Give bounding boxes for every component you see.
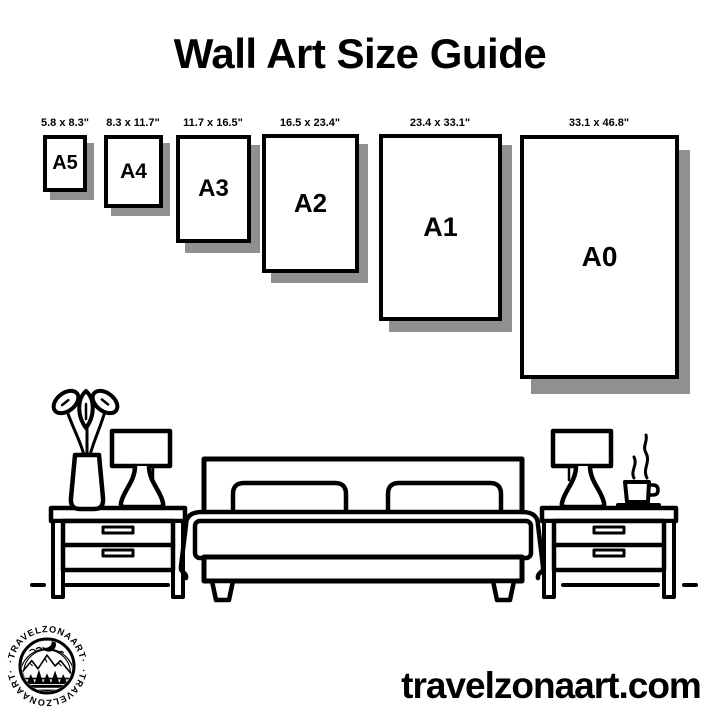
moon-icon <box>40 636 52 648</box>
size-letter-a2: A2 <box>293 188 328 218</box>
logo-text-top: ·TRAVELZONAART· <box>5 624 89 664</box>
bed-base <box>204 557 522 581</box>
duvet <box>195 521 531 558</box>
drawer-handle <box>103 550 133 556</box>
logo-text-bottom: ·TRAVELZONAART· <box>5 668 89 708</box>
coffee-cup-icon <box>618 435 659 505</box>
bed-leg <box>493 581 514 600</box>
size-letter-a5: A5 <box>52 152 78 174</box>
table-lamp-left <box>112 431 170 507</box>
size-card-a5 <box>43 135 87 192</box>
dimension-label-a5: 5.8 x 8.3" <box>40 117 90 129</box>
table-lamp-right <box>553 431 611 507</box>
drawer-handle <box>103 527 133 533</box>
double-bed <box>181 459 543 600</box>
dimension-label-a3: 11.7 x 16.5" <box>183 117 243 129</box>
drawer-handle <box>594 527 624 533</box>
dimension-label-a2: 16.5 x 23.4" <box>279 117 341 129</box>
size-card-a2 <box>262 134 359 273</box>
bedroom-illustration <box>0 376 720 604</box>
website-url: travelzonaart.com <box>401 665 701 706</box>
dimension-label-a1: 23.4 x 33.1" <box>409 117 471 129</box>
bed-leg <box>212 581 233 600</box>
size-card-a4 <box>104 135 163 208</box>
size-letter-a0: A0 <box>581 241 618 272</box>
dimension-label-a4: 8.3 x 11.7" <box>106 117 160 129</box>
size-letter-a3: A3 <box>198 175 229 202</box>
drawer-handle <box>594 550 624 556</box>
brand-logo-badge <box>2 620 92 712</box>
dimension-label-a0: 33.1 x 46.8" <box>568 117 630 129</box>
size-letter-a1: A1 <box>423 212 458 242</box>
size-card-a3 <box>176 135 251 243</box>
size-letter-a4: A4 <box>120 159 147 183</box>
size-card-a1 <box>379 134 502 321</box>
page-title: Wall Art Size Guide <box>173 30 547 77</box>
size-card-a0 <box>520 135 679 379</box>
